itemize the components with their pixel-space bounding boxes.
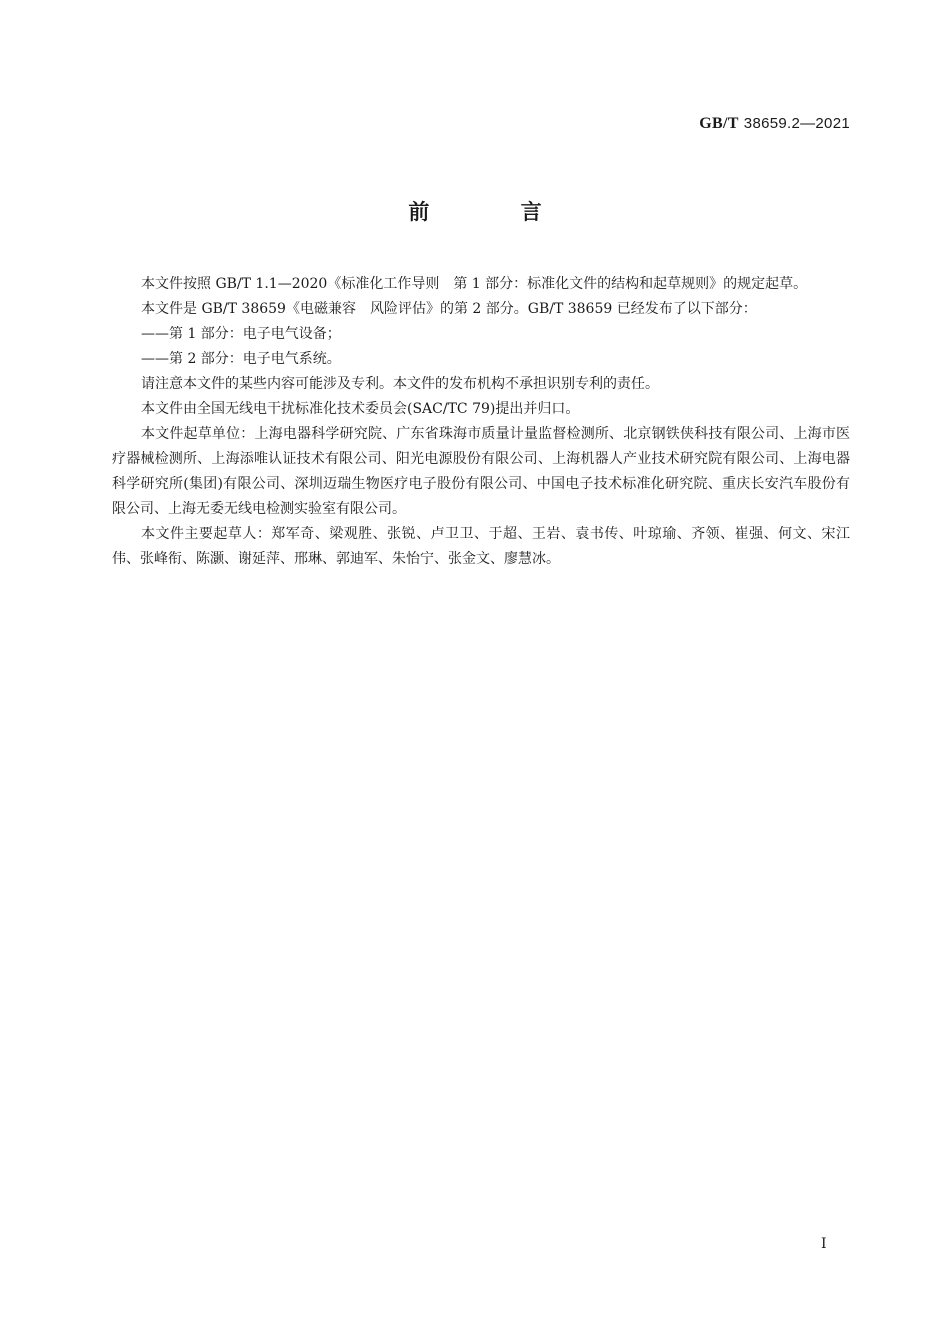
list-item-part-1: ——第 1 部分：电子电气设备； <box>141 326 341 342</box>
paragraph-drafting-units: 本文件起草单位：上海电器科学研究院、广东省珠海市质量计量监督检测所、北京钢铁侠科技有限公司、上海市医疗器械检测所、上海添唯认证技术有限公司、阳光电源股份有限公司、上海机器人产业技术研究院有限公司、上海电器科学研究所(集团)有限公司、深圳迈瑞生物医疗电子股份有限公司、中国电子技术标准化研究院、重庆长安汽车股份有限公司、上海无委无线电检测实验室有限公司。 <box>112 426 850 517</box>
standard-number <box>699 114 850 133</box>
paragraph-drafting-rules: 本文件按照 GB/T 1.1—2020《标准化工作导则 第 1 部分：标准化文件的结构和起草规则》的规定起草。 <box>141 276 808 292</box>
paragraph-drafters: 本文件主要起草人：郑军奇、梁观胜、张锐、卢卫卫、于超、王岩、袁书传、叶琼瑜、齐领、崔强、何文、宋江伟、张峰衔、陈灏、谢延萍、邢琳、郭迪军、朱怡宁、张金文、廖慧冰。 <box>112 526 850 567</box>
list-item-part-2: ——第 2 部分：电子电气系统。 <box>141 351 341 367</box>
document-body <box>112 272 850 572</box>
paragraph-proposer: 本文件由全国无线电干扰标准化技术委员会(SAC/TC 79)提出并归口。 <box>141 401 580 417</box>
standard-number-value: 38659.2—2021 <box>743 115 850 132</box>
page-number: I <box>821 1236 827 1252</box>
paragraph-patent-notice: 请注意本文件的某些内容可能涉及专利。本文件的发布机构不承担识别专利的责任。 <box>141 376 659 392</box>
page-title: 前 言 <box>408 200 584 224</box>
standard-code: GB/T <box>699 115 739 132</box>
paragraph-series-intro: 本文件是 GB/T 38659《电磁兼容 风险评估》的第 2 部分。GB/T 38659 已经发布了以下部分： <box>141 301 757 317</box>
